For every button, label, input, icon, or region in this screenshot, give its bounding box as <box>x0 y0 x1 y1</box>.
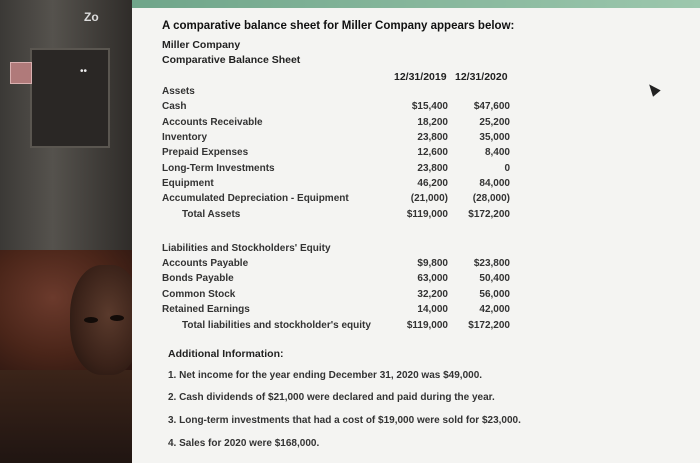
total-assets-label: Total Assets <box>182 209 241 220</box>
liability-value-2020: $23,800 <box>473 258 510 269</box>
liability-label: Common Stock <box>162 289 236 300</box>
asset-label: Accounts Receivable <box>162 117 263 128</box>
liability-label: Accounts Payable <box>162 258 249 269</box>
asset-value-2019: $15,400 <box>411 101 448 112</box>
asset-value-2020: 35,000 <box>479 132 510 143</box>
total-liabilities-equity-2020: $172,200 <box>468 320 510 331</box>
liability-value-2019: 32,200 <box>417 289 448 300</box>
question-title: A comparative balance sheet for Miller Company appears below: <box>162 20 515 32</box>
asset-value-2019: 12,600 <box>417 147 448 158</box>
asset-value-2019: 18,200 <box>417 117 448 128</box>
liability-value-2020: 56,000 <box>479 289 510 300</box>
total-assets-2020: $172,200 <box>468 209 510 220</box>
asset-value-2019: (21,000) <box>410 193 448 204</box>
column-header-2020: 12/31/2020 <box>455 71 508 83</box>
liability-value-2020: 50,400 <box>479 273 510 284</box>
video-person-eye <box>110 315 124 321</box>
asset-label: Long-Term Investments <box>162 163 275 174</box>
asset-label: Accumulated Depreciation - Equipment <box>162 193 349 204</box>
total-liabilities-equity-2019: $119,000 <box>406 320 448 331</box>
video-overlay-marker <box>10 62 32 84</box>
asset-value-2019: 46,200 <box>417 178 448 189</box>
statement-name: Comparative Balance Sheet <box>162 54 301 66</box>
video-person <box>70 265 132 375</box>
asset-label: Cash <box>162 101 187 112</box>
company-name: Miller Company <box>162 39 241 51</box>
liability-value-2020: 42,000 <box>479 304 510 315</box>
total-assets-2019: $119,000 <box>406 209 448 220</box>
liabilities-heading: Liabilities and Stockholders' Equity <box>162 243 331 254</box>
liability-label: Bonds Payable <box>162 273 234 284</box>
asset-label: Equipment <box>162 178 214 189</box>
additional-info-item: 3. Long-term investments that had a cost of $19,000 were sold for $23,000. <box>168 415 521 426</box>
additional-info-item: 1. Net income for the year ending December 31, 2020 was $49,000. <box>168 370 483 381</box>
assets-heading: Assets <box>162 86 195 97</box>
video-wall-frame <box>30 48 110 148</box>
asset-label: Inventory <box>162 132 208 143</box>
asset-value-2019: 23,800 <box>417 132 448 143</box>
asset-value-2020: (28,000) <box>472 193 510 204</box>
asset-value-2020: 84,000 <box>479 178 510 189</box>
liability-value-2019: 14,000 <box>417 304 448 315</box>
additional-info-item: 4. Sales for 2020 were $168,000. <box>168 438 320 449</box>
total-liabilities-equity-label: Total liabilities and stockholder's equity <box>182 320 371 331</box>
asset-value-2020: 0 <box>504 163 510 174</box>
zoom-tab-label[interactable]: Zo <box>84 10 99 24</box>
column-header-2019: 12/31/2019 <box>394 71 447 83</box>
balance-sheet-document <box>132 8 700 463</box>
company-header <box>162 38 300 68</box>
liability-value-2019: $9,800 <box>417 258 448 269</box>
asset-label: Prepaid Expenses <box>162 147 249 158</box>
asset-value-2020: $47,600 <box>473 101 510 112</box>
additional-info-heading: Additional Information: <box>168 348 284 360</box>
asset-value-2019: 23,800 <box>417 163 448 174</box>
additional-info-item: 2. Cash dividends of $21,000 were declared and paid during the year. <box>168 392 495 403</box>
webcam-video <box>0 0 132 463</box>
video-person-eye <box>84 317 98 323</box>
asset-value-2020: 8,400 <box>484 147 510 158</box>
asset-value-2020: 25,200 <box>479 117 510 128</box>
liability-value-2019: 63,000 <box>417 273 448 284</box>
liability-label: Retained Earnings <box>162 304 250 315</box>
video-dots: •• <box>80 66 88 77</box>
